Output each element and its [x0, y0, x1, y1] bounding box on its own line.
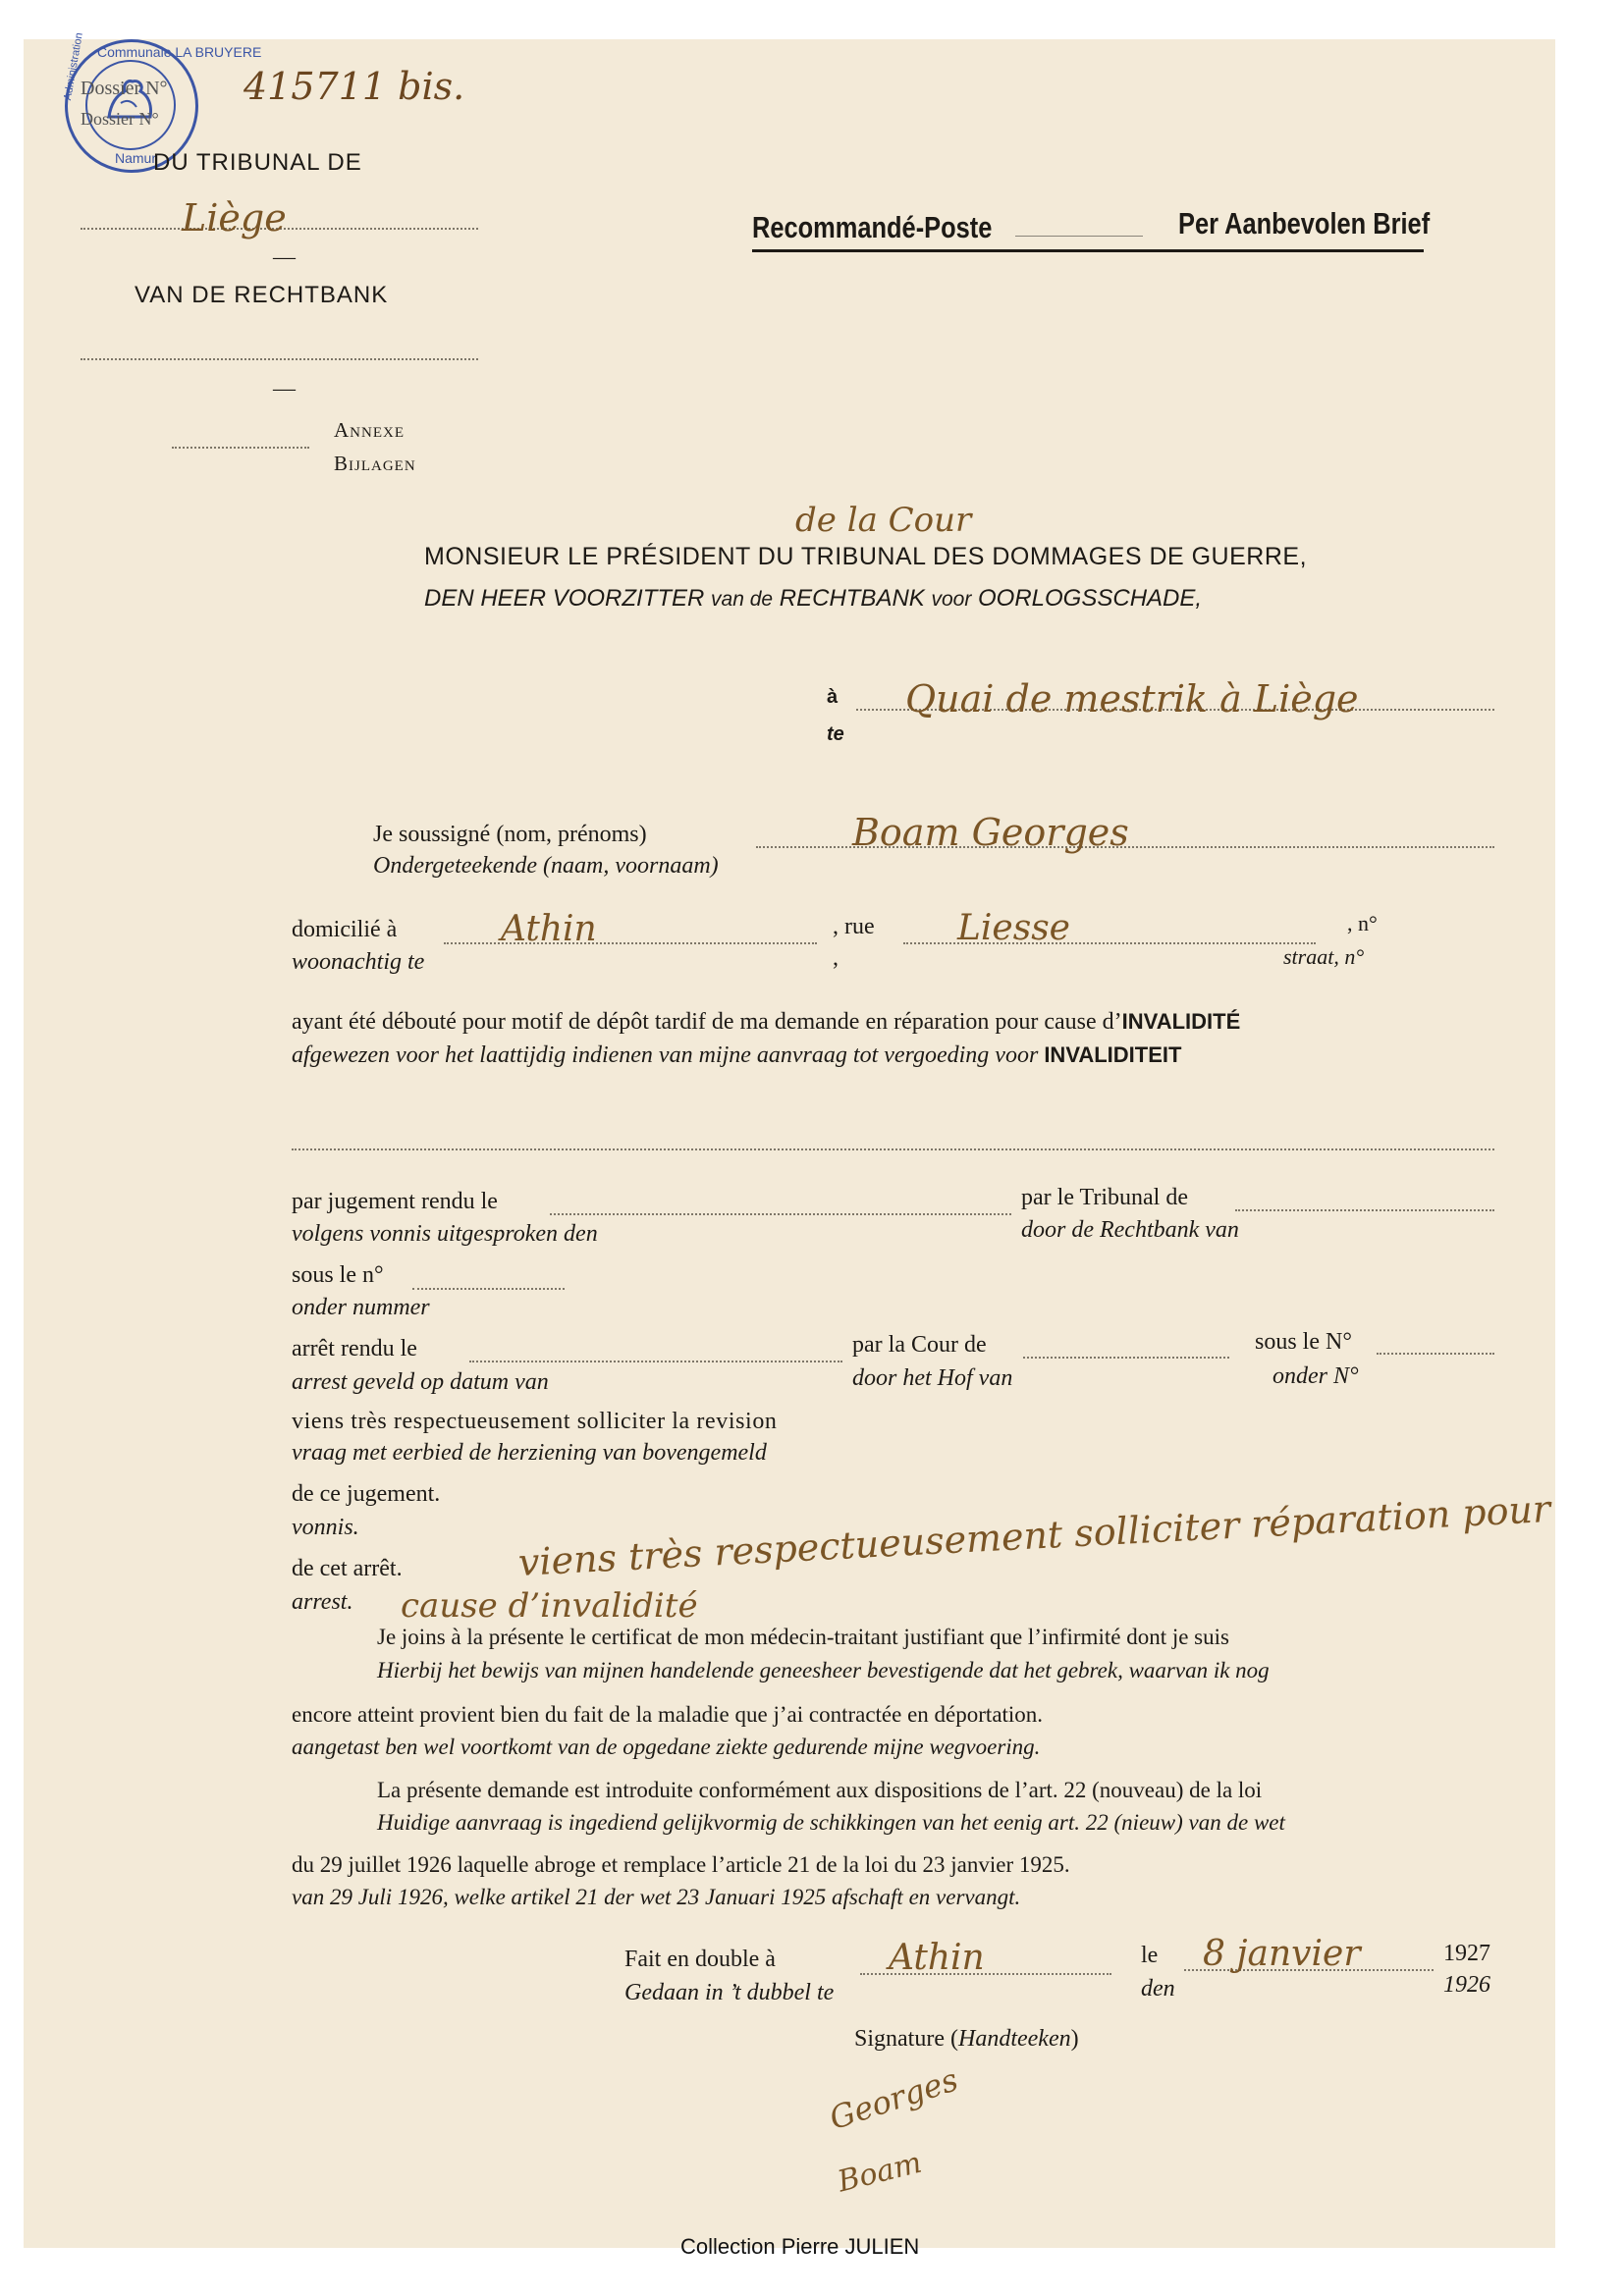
invaliditeit-nl: INVALIDITEIT [1044, 1042, 1182, 1067]
cour-fr: par la Cour de [852, 1332, 987, 1358]
cour-nl: door het Hof van [852, 1365, 1013, 1391]
sous-No-fr: sous le N° [1255, 1329, 1352, 1355]
handwritten-de-la-cour: de la Cour [795, 501, 972, 540]
paragraph1-fr: Je joins à la présente le certificat de mon médecin-traitant justifiant que l’infirmité dont je suis [377, 1625, 1229, 1649]
domicile-dotted-line [444, 942, 817, 944]
addressee-nl-voorzitter: DEN HEER VOORZITTER [424, 585, 705, 612]
tribunal-nl: door de Rechtbank van [1021, 1217, 1239, 1243]
rue-value: Liesse [957, 908, 1070, 948]
te-label: te [827, 723, 844, 745]
stamp-text-top: Communale LA BRUYERE [97, 44, 262, 60]
soussigne-nl: Ondergeteekende (naam, voornaam) [373, 853, 719, 879]
viens-nl: vraag met eerbied de herziening van bovengemeld [292, 1440, 767, 1466]
name-value: Boam Georges [852, 811, 1129, 854]
deboute-fr-line [292, 1009, 1240, 1036]
addressee-nl-oorlogsschade: OORLOGSSCHADE, [978, 585, 1203, 612]
collection-footer: Collection Pierre JULIEN [680, 2234, 920, 2259]
per-aanbevolen-brief-label: Per Aanbevolen Brief [1178, 206, 1431, 240]
le-label: le [1141, 1943, 1159, 1968]
recommande-poste-label: Recommandé-Poste [752, 210, 993, 244]
place-value: Quai de mestrik à Liège [905, 677, 1359, 721]
no-fr: , n° [1347, 911, 1378, 935]
paragraph2-fr: La présente demande est introduite conformément aux dispositions de l’art. 22 (nouveau) de la loi [377, 1778, 1263, 1802]
rechtbank-dotted-line [81, 358, 478, 360]
addressee-nl-rechtbank: RECHTBANK [779, 585, 925, 612]
dossier-label-2: Dossier N° [81, 109, 159, 129]
jugement-dotted-line [550, 1213, 1011, 1215]
handwritten-request-line-1: viens très respectueusement solliciter réparation pour [516, 1486, 1552, 1584]
paragraph2-nl-2: van 29 Juli 1926, welke artikel 21 der wet 23 Januari 1925 afschaft en vervangt. [292, 1885, 1021, 1909]
domicilie-fr: domicilié à [292, 917, 398, 942]
annexe-label: Annexe [334, 418, 405, 442]
arret-dotted-line [469, 1361, 842, 1362]
deboute-nl: afgewezen voor het laattijdig indienen van mijne aanvraag tot vergoeding voor [292, 1042, 1039, 1068]
tribunal-dotted-line-2 [1235, 1209, 1494, 1211]
post-underline [752, 249, 1424, 252]
year-fr: 1927 [1443, 1941, 1490, 1966]
cour-dotted-line [1023, 1357, 1229, 1359]
tribunal-value: Liège [182, 196, 287, 240]
reason-dotted-line [292, 1148, 1494, 1150]
sous-no-nl: onder nummer [292, 1295, 430, 1320]
signature-first-name: Georges [825, 2060, 963, 2138]
de-ce-jugement: de ce jugement. [292, 1481, 441, 1507]
paragraph1-nl-2: aangetast ben wel voortkomt van de opgedane ziekte gedurende mijne wegvoering. [292, 1735, 1041, 1759]
sous-no-fr: sous le n° [292, 1262, 384, 1288]
tribunal-label: DU TRIBUNAL DE [153, 149, 362, 176]
year-nl: 1926 [1443, 1972, 1490, 1998]
soussigne-fr: Je soussigné (nom, prénoms) [373, 822, 647, 847]
sous-No-nl: onder N° [1272, 1363, 1359, 1389]
handwritten-request-line-2: cause d’invalidité [401, 1586, 698, 1626]
vonnis-label: vonnis. [292, 1515, 359, 1540]
addressee-french: MONSIEUR LE PRÉSIDENT DU TRIBUNAL DES DOMMAGES DE GUERRE, [424, 543, 1308, 570]
arret-nl: arrest geveld op datum van [292, 1369, 549, 1395]
header-dash: — [273, 244, 296, 269]
fait-place-value: Athin [889, 1938, 985, 1978]
paragraph2-fr-2: du 29 juillet 1926 laquelle abroge et remplace l’article 21 de la loi du 23 janvier 1925. [292, 1852, 1070, 1877]
rue-nl: , [833, 945, 839, 971]
no-nl: straat, n° [1283, 944, 1365, 969]
a-label: à [827, 686, 839, 708]
signature-label-close: ) [1070, 2026, 1079, 2052]
rechtbank-label: VAN DE RECHTBANK [135, 282, 389, 308]
signature-label-nl: Handteeken [957, 2026, 1071, 2052]
addressee-nl-voor: voor [931, 588, 972, 611]
paragraph1-nl: Hierbij het bewijs van mijnen handelende geneesheer bevestigende dat het gebrek, waarvan ik nog [377, 1658, 1270, 1682]
bijlagen-label: Bijlagen [334, 452, 416, 475]
annexe-dotted-line [172, 447, 309, 449]
paragraph1-fr-2: encore atteint provient bien du fait de la maladie que j’ai contractée en déportation. [292, 1702, 1044, 1727]
fait-fr: Fait en double à [624, 1947, 776, 1972]
sous-no-dotted-line [412, 1288, 565, 1290]
jugement-fr: par jugement rendu le [292, 1189, 498, 1214]
paragraph2-nl: Huidige aanvraag is ingediend gelijkvormig de schikkingen van het eenig art. 22 (nieuw) van de wet [377, 1810, 1285, 1835]
domicile-value: Athin [501, 909, 597, 949]
deboute-nl-line [292, 1042, 1181, 1069]
arrest-label: arrest. [292, 1589, 353, 1615]
signature-label-fr: Signature ( [854, 2026, 958, 2052]
addressee-dutch [424, 585, 1202, 613]
invalidite-fr: INVALIDITÉ [1121, 1009, 1241, 1034]
signature-last-name: Boam [834, 2145, 926, 2200]
viens-fr: viens très respectueusement solliciter la revision [292, 1409, 778, 1434]
date-value: 8 janvier [1203, 1934, 1361, 1974]
post-separator [1015, 236, 1143, 237]
stamp-text-bottom: Namur [115, 150, 157, 166]
arret-fr: arrêt rendu le [292, 1336, 417, 1362]
sous-No-dotted-line [1377, 1353, 1494, 1355]
document-page [24, 39, 1555, 2248]
tribunal-fr: par le Tribunal de [1021, 1185, 1188, 1210]
header-dash-2: — [273, 376, 296, 400]
dossier-label: Dossier N° [81, 78, 168, 99]
jugement-nl: volgens vonnis uitgesproken den [292, 1221, 598, 1247]
rue-fr: , rue [833, 914, 875, 939]
fait-nl: Gedaan in ’t dubbel te [624, 1980, 835, 2005]
domicilie-nl: woonachtig te [292, 949, 425, 975]
stamp-text-left: Administration [62, 31, 85, 102]
dossier-number: 415711 bis. [244, 65, 465, 108]
signature-label [854, 2026, 1079, 2053]
den-label: den [1141, 1976, 1175, 2002]
de-cet-arret: de cet arrêt. [292, 1556, 403, 1581]
addressee-nl-van-de: van de [711, 588, 774, 611]
deboute-fr: ayant été débouté pour motif de dépôt tardif de ma demande en réparation pour cause d’ [292, 1009, 1122, 1035]
